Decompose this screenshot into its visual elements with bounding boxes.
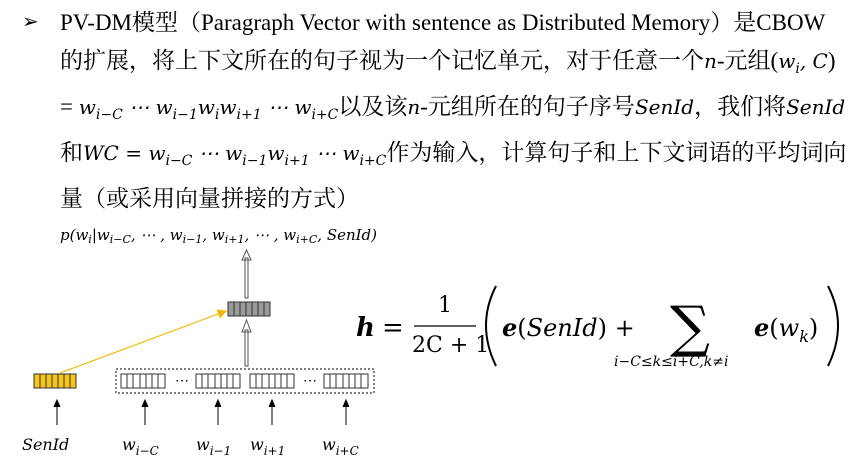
input-label-senid: SenId bbox=[22, 435, 70, 454]
ngram-word: -元组( bbox=[716, 48, 779, 73]
formula-sum-subscript: i−C≤k≤i+C,k≠i bbox=[614, 354, 729, 370]
eq1-close: ) = bbox=[60, 48, 836, 119]
ellipsis-left: ⋯ bbox=[175, 374, 189, 389]
output-probability-label: $p(w_i|w_{i-C}$, ⋯ , $w_{i-1}$, $w_{i+1}$, ⋯ , $w_{i+C}$, SenId) bbox=[60, 226, 378, 246]
ellipsis-right: ⋯ bbox=[303, 374, 317, 389]
bullet-marker: ➢ bbox=[22, 9, 39, 33]
input-label-w-i-minus-1: $w_{i-1}$ bbox=[196, 435, 232, 458]
input-label-w-i-minus-c: $w_{i-C}$ bbox=[122, 435, 159, 458]
context-box-w-i-minus-1 bbox=[196, 374, 240, 388]
formula-denominator: 2C + 1 bbox=[412, 333, 490, 358]
context-box-w-i-minus-c bbox=[121, 374, 165, 388]
wc-label: WC = bbox=[83, 141, 149, 165]
formula-lhs: h bbox=[356, 313, 375, 343]
senid-inline-2: SenId bbox=[786, 95, 846, 119]
context-box-w-i-plus-1 bbox=[250, 374, 294, 388]
formula-term1: e(SenId) + bbox=[502, 313, 635, 342]
formula-sum-symbol: ∑ bbox=[670, 295, 710, 360]
input-label-w-i-plus-c: $w_{i+C}$ bbox=[322, 435, 359, 458]
output-arrow bbox=[242, 250, 251, 298]
ngram-var: n bbox=[704, 49, 717, 73]
wc-rhs: $w_{i-C}$ ⋯ $w_{i-1}w_{i+1}$ ⋯ $w_{i+C}$ bbox=[148, 141, 387, 169]
eq1-rhs: $w_{i-C}$ ⋯ $w_{i-1}w_iw_{i+1}$ ⋯ $w_{i+C}$ bbox=[78, 95, 339, 123]
formula-equals: = bbox=[382, 313, 404, 343]
formula-right-paren bbox=[828, 286, 838, 366]
hidden-vector-formula bbox=[352, 280, 852, 380]
para-intro: PV-DM模型（Paragraph Vector with sentence as Distributed Memory）是CBOW 的扩展，将上下文所在的句子视为一个记忆单元，对于任意一个 bbox=[60, 10, 825, 73]
input-arrows bbox=[54, 400, 349, 425]
ngram-tuple: $w_i$, C bbox=[778, 49, 828, 77]
mid3: ，我们将 bbox=[694, 94, 787, 119]
para-outro: 作为输入，计算句子和上下文词语的平均词向量（或采用向量拼接的方式） bbox=[60, 140, 847, 211]
ngram-var-2: n bbox=[407, 95, 421, 119]
hidden-vector-box bbox=[228, 302, 270, 316]
input-label-w-i-plus-1: $w_{i+1}$ bbox=[250, 435, 286, 458]
senid-inline: SenId bbox=[634, 95, 695, 119]
mid2: -元组所在的句子序号 bbox=[420, 94, 635, 119]
and-word: 和 bbox=[60, 140, 83, 165]
context-to-hidden-arrow bbox=[242, 320, 251, 366]
mid1: 以及该 bbox=[338, 94, 408, 119]
formula-numerator: 1 bbox=[438, 293, 452, 318]
senid-to-hidden-arrow bbox=[60, 311, 226, 373]
formula-term2: $e(w_k)$ bbox=[754, 313, 819, 346]
senid-vector-box bbox=[34, 374, 76, 388]
